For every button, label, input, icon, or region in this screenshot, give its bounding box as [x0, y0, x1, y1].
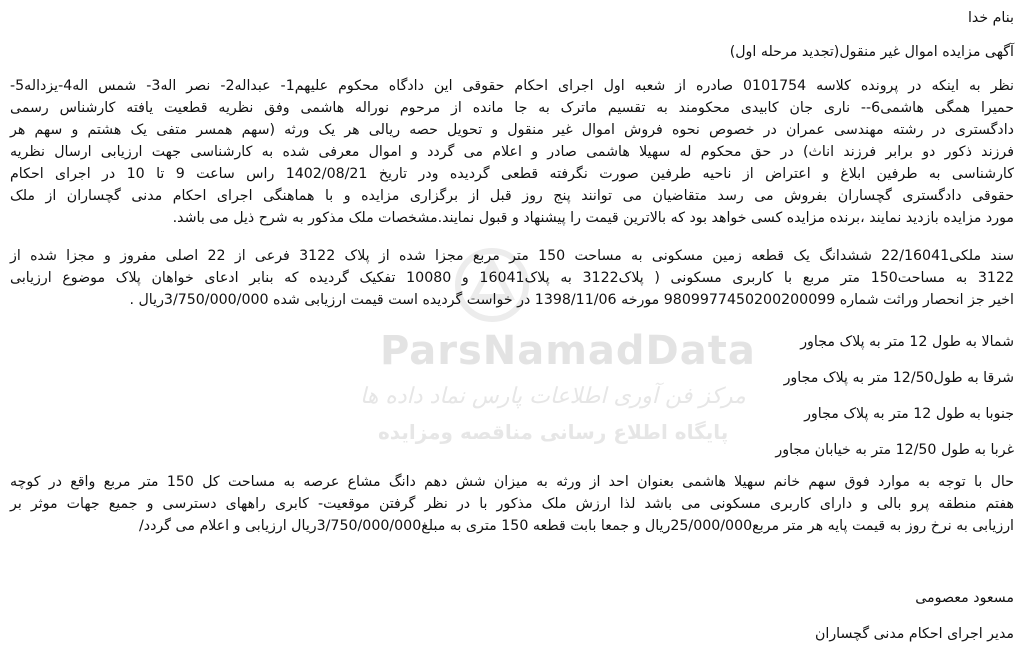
notice-title: آگهی مزایده اموال غیر منقول(تجدید مرحله اول) — [729, 44, 1014, 60]
paragraph-2-line-1: سند ملکی22/16041 ششدانگ یک قطعه زمین مسکونی به مساحت 150 متر مربع مجزا شده از پلاک 3122 فرعی از 22 اصلی مفروز و مجزا شده از — [10, 248, 1014, 264]
paragraph-1-line-6: حقوقی دادگستری گچساران بفروش می رسد متقاضیان می توانند پنج روز قبل از برگزاری مزایده و با هماهنگی اجرای احکام مدنی گچساران از ملک — [10, 188, 1014, 204]
paragraph-1-line-2: حمیرا همگی هاشمی6-- ناری جان کابیدی محکومند به تقسیم ماترک به جا مانده از مرحوم نوراله هاشمی وفق نظریه قطعیت یافته کارشناس رسمی — [10, 100, 1014, 116]
paragraph-1-line-7: مورد مزایده بازدید نمایند ،برنده مزایده کسی خواهد بود که بالاترین قیمت را پیشنهاد و قبول نمایند.مشخصات ملک مذکور به شرح ذیل می باشد. — [172, 210, 1014, 226]
watermark-line-2: پایگاه اطلاع رسانی مناقصه ومزایده — [378, 420, 729, 444]
paragraph-1-line-1: نظر به اینکه در پرونده کلاسه 0101754 صادره از شعبه اول اجرای احکام حقوقی این دادگاه محکوم علیهم1- عبداله2- نصر اله3- شمس اله4-یزداله5- — [10, 78, 1015, 94]
boundary-west: غربا به طول 12/50 متر به خیابان مجاور — [775, 442, 1014, 458]
paragraph-1-line-3: دادگستری در رشته مهندسی عمران در خصوص نحوه فروش اموال غیر منقول و تحویل حصه ریالی هر یک ورثه (سهم همسر متفی یک هشتم و سهم هر — [10, 122, 1014, 138]
paragraph-2-line-2: 3122 به مساحت150 متر مربع با کاربری مسکونی ( پلاک3122 به پلاک16041 و 10080 تفکیک گردیده که بنابر ادعای خواهان پلاک موضوع ارزیابی — [10, 270, 1015, 286]
invocation: بنام خدا — [967, 10, 1014, 26]
paragraph-3-line-1: حال با توجه به موارد فوق سهم خانم سهیلا هاشمی بعنوان احد از ورثه به میزان شش دهم دانگ مشاع عرصه به مساحت کل 150 متر مربع واقع در کوچه — [10, 474, 1014, 490]
paragraph-1-line-4: فرزند ذکور دو برابر فرزند اناث) در حق محکوم له سهیلا هاشمی صادر و اعلام می گردد و اموال معرفی شده به کارشناسی جهت ارزیابی ارسال نظریه — [10, 144, 1014, 160]
paragraph-3-line-3: ارزیابی به نرخ روز به قیمت پایه هر متر مربع25/000/000ریال و جمعا بابت قطعه 150 متری به مبلغ3/750/000/000ریال ارزیابی و اعلام می گردد/ — [139, 518, 1014, 534]
paragraph-2-line-3: اخیر جز انحصار وراثت شماره 9809977450200200099 مورخه 1398/11/06 در خواست گردیده است قیمت ارزیابی شده 3/750/000/000ریال . — [129, 292, 1014, 308]
boundary-south: جنوبا به طول 12 متر به پلاک مجاور — [804, 406, 1014, 422]
signatory-name: مسعود معصومی — [915, 590, 1014, 606]
paragraph-3-line-2: هفتم منطقه پرو بالی و دارای کاربری مسکونی می باشد لذا ارزش ملک مذکور با در نظر گرفتن موقعیت- کابری راههای دسترسی و جمیع جهات موثر بر — [10, 496, 1014, 512]
watermark-brand: ParsNamadData — [380, 328, 756, 374]
watermark-line-1: مرکز فن آوری اطلاعات پارس نماد داده ها — [360, 384, 746, 409]
boundary-east: شرقا به طول12/50 متر به پلاک مجاور — [783, 370, 1014, 386]
signatory-position: مدیر اجرای احکام مدنی گچساران — [814, 626, 1014, 642]
paragraph-1-line-5: کارشناسی به طرفین ابلاغ و اعتراض از ناحیه طرفین صورت نگرفته قطعی گردیده ودر تاریخ 1402/08/21 راس ساعت 9 تا 10 در اجرای احکام — [10, 166, 1014, 182]
boundary-north: شمالا به طول 12 متر به پلاک مجاور — [800, 334, 1014, 350]
